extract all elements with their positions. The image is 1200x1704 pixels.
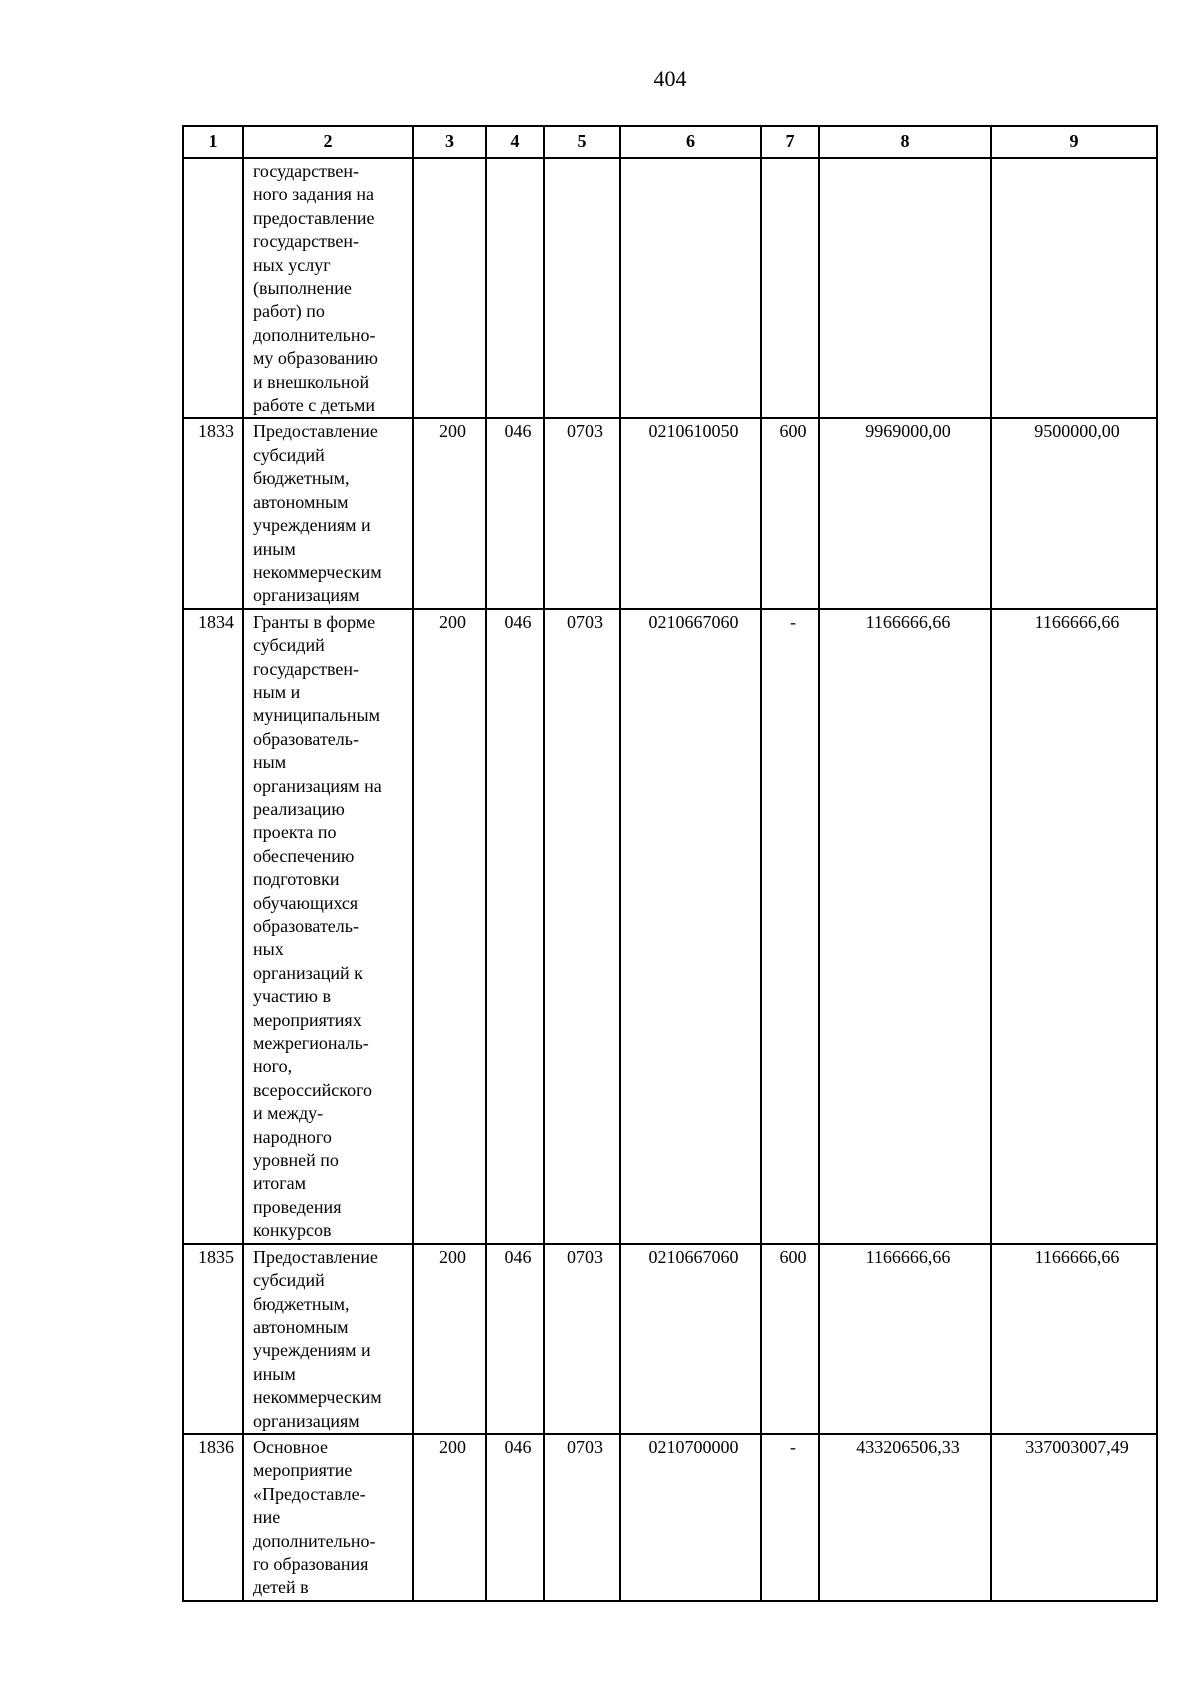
cell-col8: 433206506,33 <box>819 1434 991 1601</box>
row-description: Предоставление субсидий бюджетным, автономным учреждениям и иным некоммерческим организациям <box>243 1244 413 1434</box>
col-header: 1 <box>183 126 243 158</box>
page-number: 404 <box>653 66 687 91</box>
row-number: 1836 <box>183 1434 243 1601</box>
row-description: государствен- ного задания на предоставление государствен- ных услуг (выполнение работ) по дополнительно- му образованию и внешкольной работе с детьми <box>243 158 413 418</box>
cell-col7 <box>761 158 819 418</box>
table-row <box>183 158 1157 418</box>
cell-col9: 9500000,00 <box>991 418 1157 608</box>
col-header: 6 <box>620 126 761 158</box>
cell-col9: 337003007,49 <box>991 1434 1157 1601</box>
cell-col3: 200 <box>413 418 486 608</box>
cell-col6: 0210700000 <box>620 1434 761 1601</box>
row-description: Предоставление субсидий бюджетным, автономным учреждениям и иным некоммерческим организациям <box>243 418 413 608</box>
table-row <box>183 418 1157 608</box>
cell-col5: 0703 <box>544 609 620 1244</box>
cell-col7: 600 <box>761 418 819 608</box>
cell-col5: 0703 <box>544 1244 620 1434</box>
row-number: 1835 <box>183 1244 243 1434</box>
col-header: 8 <box>819 126 991 158</box>
cell-col6 <box>620 158 761 418</box>
row-description: Основное мероприятие «Предоставле- ние дополнительно- го образования детей в <box>243 1434 413 1601</box>
cell-col4 <box>486 158 544 418</box>
col-header: 9 <box>991 126 1157 158</box>
table-row <box>183 1434 1157 1601</box>
cell-col3: 200 <box>413 609 486 1244</box>
cell-col4: 046 <box>486 1434 544 1601</box>
cell-col3: 200 <box>413 1244 486 1434</box>
cell-col6: 0210667060 <box>620 1244 761 1434</box>
cell-col4: 046 <box>486 609 544 1244</box>
cell-col7: - <box>761 609 819 1244</box>
table-row <box>183 1244 1157 1434</box>
cell-col7: - <box>761 1434 819 1601</box>
col-header: 3 <box>413 126 486 158</box>
cell-col8: 1166666,66 <box>819 1244 991 1434</box>
row-description: Гранты в форме субсидий государствен- ным и муниципальным образователь- ным организациям на реализацию проекта по обеспечению подготовки обучающихся образователь- ных организаций к участию в мероприятиях межрегиональ- ного, всероссийского и между- народного уровней по итогам проведения конкурсов <box>243 609 413 1244</box>
cell-col5 <box>544 158 620 418</box>
col-header: 2 <box>243 126 413 158</box>
header-row <box>183 126 1157 158</box>
cell-col3 <box>413 158 486 418</box>
col-header: 4 <box>486 126 544 158</box>
cell-col4: 046 <box>486 1244 544 1434</box>
cell-col7: 600 <box>761 1244 819 1434</box>
row-number: 1834 <box>183 609 243 1244</box>
table-row <box>183 609 1157 1244</box>
cell-col3: 200 <box>413 1434 486 1601</box>
cell-col5: 0703 <box>544 1434 620 1601</box>
cell-col9 <box>991 158 1157 418</box>
row-number: 1833 <box>183 418 243 608</box>
cell-col9: 1166666,66 <box>991 1244 1157 1434</box>
cell-col9: 1166666,66 <box>991 609 1157 1244</box>
col-header: 5 <box>544 126 620 158</box>
cell-col8: 9969000,00 <box>819 418 991 608</box>
cell-col6: 0210610050 <box>620 418 761 608</box>
row-number <box>183 158 243 418</box>
cell-col6: 0210667060 <box>620 609 761 1244</box>
cell-col5: 0703 <box>544 418 620 608</box>
cell-col8 <box>819 158 991 418</box>
budget-table <box>182 125 1158 1602</box>
cell-col8: 1166666,66 <box>819 609 991 1244</box>
col-header: 7 <box>761 126 819 158</box>
cell-col4: 046 <box>486 418 544 608</box>
